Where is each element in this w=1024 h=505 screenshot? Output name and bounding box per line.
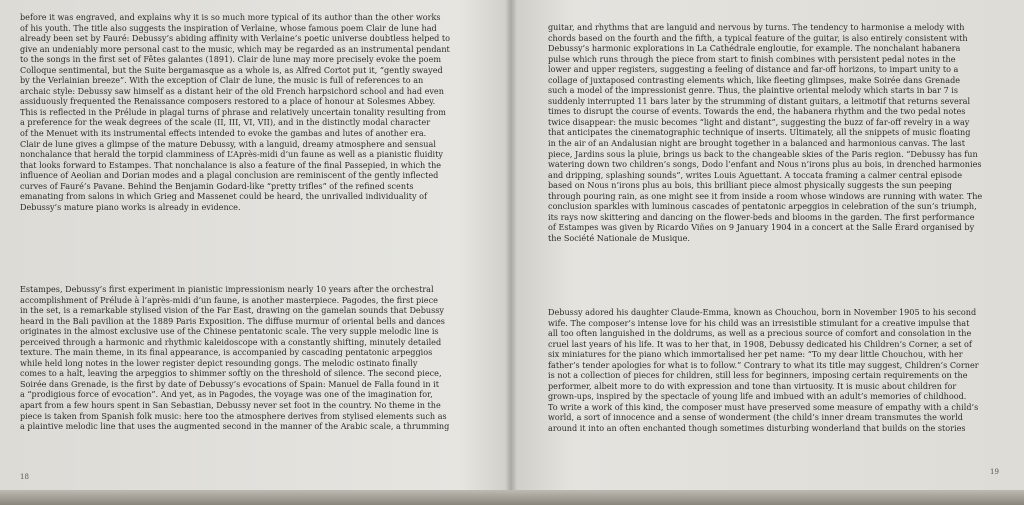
text-line: of the Menuet with its instrumental effects intended to evoke the gambas and lutes of another era. [20,128,427,139]
text-line: perceived through a harmonic and rhythmic kaleidoscope with a constantly shifting, minutely detailed [20,336,442,347]
text-line: give an undeniably more personal cast to the music, which may be regarded as an instrumental pendant [20,43,450,54]
text-line: a “prodigious force of evocation”. And yet, as in Pagodes, the voyage was one of the imagination for, [20,389,433,400]
text-line: twice disappear: the music becomes “light and distant”, suggesting the buzz of far-off revelry in a way [548,116,970,127]
text-line: piece, Jardins sous la pluie, brings us back to the changeable skies of the Paris region. “Debussy has fun [548,148,978,159]
text-line: in the air of an Andalusian night are brought together in a balanced and harmonious canvas. The last [548,138,965,149]
text-line: Estampes, Debussy’s first experiment in pianistic impressionism nearly 10 years after the orchestral [20,284,434,294]
text-line: lower and upper registers, suggesting a feeling of distance and far-off horizons, to impart unity to a [548,64,959,75]
text-line: nonchalance that herald the torpid clamminess of L’Après-midi d’un faune as well as a pianistic fluidity [20,149,443,160]
text-line: heard in the Bali pavilion at the 1889 Paris Exposition. The diffuse murmur of oriental bells and dances [20,315,445,326]
page-number-right: 19 [990,468,999,476]
text-line: piece is taken from Spanish folk music: here too the atmosphere derives from stylised elements such as [20,410,447,421]
text-line: times to disrupt the course of events. Towards the end, the habanera rhythm and the two pedal notes [548,106,966,117]
text-line: wife. The composer’s intense love for his child was an irresistible stimulant for a creative impulse that [548,317,970,328]
text-line: and dripping, splashing sounds”, writes Louis Aguettant. A toccata framing a calmer central episode [548,169,963,180]
text-line: To write a work of this kind, the composer must have preserved some measure of empathy with a child’s [548,401,979,412]
text-line: six miniatures for the piano which immortalised her pet name: “To my dear little Chouchou, with her [548,349,963,360]
text-line: father’s tender apologies for what is to follow.” Contrary to what its title may suggest, Children’s Corner [548,359,979,370]
text-line: This is reflected in the Prélude in plagal turns of phrase and relatively uncertain tonality resulting from [20,106,446,117]
text-line: curves of Fauré’s Pavane. Behind the Benjamin Godard-like “pretty trifles” of the refined scents [20,180,414,191]
table-surface [0,490,1024,505]
text-line: suddenly interrupted 11 bars later by the strumming of distant guitars, a leitmotif that returns several [548,95,971,106]
right-page [514,0,1024,505]
text-line: already been set by Fauré: Debussy’s abiding affinity with Verlaine’s poetic universe doubtless helped to [20,33,451,44]
text-line: pulse which runs through the piece from start to finish combines with persistent pedal notes in the [548,53,956,64]
text-line: collage of juxtaposed contrasting elements which, like fleeting glimpses, make Soirée dans Grenade [548,74,961,85]
text-line: guitar, and rhythms that are languid and nervous by turns. The tendency to harmonise a melody with [548,22,965,32]
text-line: by the Verlainian breeze”. With the exception of Clair de lune, the music is full of references to an [20,75,424,86]
text-line: conclusion sparkles with luminous cascades of pentatonic arpeggios in celebration of the sun’s triumph, [548,201,977,212]
text-line: based on Nous n’irons plus au bois, this brilliant piece almost physically suggests the sun peeping [548,180,952,191]
text-line: comes to a halt, leaving the arpeggios to shimmer softly on the threshold of silence. The second piece, [20,368,442,379]
text-line: is not a collection of pieces for children, still less for beginners, imposing certain requirements on the [548,370,968,381]
text-line: that looks forward to Estampes. That nonchalance is also a feature of the final Passepied, in which the [20,159,442,170]
left-paragraph-1 [20,12,493,212]
text-line: assiduously frequented the Renaissance composers restored to a place of honour at Solesmes Abbey. [20,96,436,107]
text-line: cruel last years of his life. It was to her that, in 1908, Debussy dedicated his Children’s Corner, a set of [548,338,972,349]
text-line: through pouring rain, as one might see it from inside a room whose windows are running with water. The [548,190,983,201]
left-paragraph-2 [20,284,493,432]
text-line: Debussy’s mature piano works is already in evidence. [20,201,241,212]
text-line: Colloque sentimental, but the Suite bergamasque as a whole is, as Alfred Cortot put it, “gently swayed [20,64,443,75]
text-line: a preference for the weak degrees of the scale (II, III, VI, VII), and in the distinctly modal character [20,117,431,128]
right-paragraph-2 [548,307,1020,434]
text-line: performer, albeit more to do with expression and tone than virtuosity. It is music about children for [548,380,957,391]
text-line: Debussy’s harmonic explorations in La Cathédrale engloutie, for example. The nonchalant habanera [548,43,961,54]
text-line: Clair de lune gives a glimpse of the mature Debussy, with a languid, dreamy atmosphere and sensual [20,138,436,149]
text-line: a plaintive melodic line that uses the augmented second in the manner of the Arabic scale, a thrumming [20,421,450,432]
text-line: Debussy adored his daughter Claude-Emma, known as Chouchou, born in November 1905 to his second [548,307,977,317]
text-line: influence of Aeolian and Dorian modes and a plagal conclusion are reminiscent of the gently inflected [20,170,439,181]
text-line: all too often languished in the doldrums, as well as a precious source of comfort and consolation in the [548,328,972,339]
text-line: around it into an often enchanted though sometimes disturbing wonderland that builds on the stories [548,423,966,434]
text-line: archaic style: Debussy saw himself as a distant heir of the old French harpsichord school and had even [20,85,444,96]
text-line: Soirée dans Grenade, is the first by date of Debussy’s evocations of Spain: Manuel de Falla found in it [20,378,439,389]
text-line: that anticipates the cinematographic technique of inserts. Ultimately, all the snippets of music floating [548,127,971,138]
text-line: chords based on the fourth and the fifth, a typical feature of the guitar, is also entirely consistent with [548,32,968,43]
text-line: of his youth. The title also suggests the inspiration of Verlaine, whose famous poem Clair de lune had [20,22,437,33]
text-line: its rays now skittering and dancing on the flower-beds and blooms in the garden. The first performance [548,211,975,222]
text-line: the Société Nationale de Musique. [548,232,690,243]
text-line: while held long notes in the lower register depict resounding gongs. The melodic ostinato finally [20,357,418,368]
text-line: texture. The main theme, in its final appearance, is accompanied by cascading pentatonic arpeggios [20,347,433,358]
text-line: grown-ups, inspired by the spectacle of young life and imbued with an adult’s memories of childhood. [548,391,967,402]
text-line: apart from a few hours spent in San Sebastian, Debussy never set foot in the country. No theme in the [20,400,441,411]
text-line: of Estampes was given by Ricardo Viñes on 9 January 1904 in a concert at the Salle Érard organised by [548,222,975,233]
text-line: such a model of the impressionist genre. Thus, the plaintive oriental melody which starts in bar 7 is [548,85,959,96]
text-line: emanating from salons in which Grieg and Massenet could be heard, the unrivalled individuality of [20,191,427,202]
text-line: watering down two children’s songs, Dodo l’enfant and Nous n’irons plus au bois, in drenched harmonies [548,159,982,170]
text-line: before it was engraved, and explains why it is so much more typical of its author than the other works [20,12,441,22]
text-line: accomplishment of Prélude à l’après-midi d’un faune, is another masterpiece. Pagodes, the first piece [20,294,438,305]
text-line: world, a sort of innocence and a sense of wonderment (the child’s inner dream transmutes the world [548,412,963,423]
right-paragraph-1 [548,22,1020,243]
text-line: in the set, is a remarkable stylised vision of the Far East, drawing on the gamelan sounds that Debussy [20,305,444,316]
page-number-left: 18 [20,473,29,481]
text-line: originates in the almost exclusive use of the Chinese pentatonic scale. The very supple melodic line is [20,326,439,337]
left-page [0,0,510,505]
text-line: to the songs in the first set of Fêtes galantes (1891). Clair de lune may more precisely evoke the poem [20,54,441,65]
